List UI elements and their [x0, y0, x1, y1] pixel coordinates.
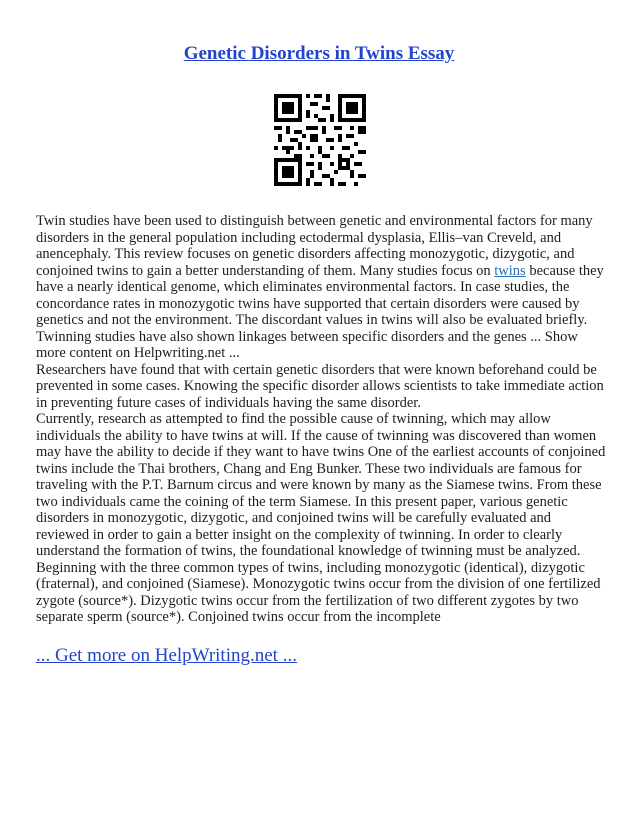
get-more-link[interactable]: ... Get more on HelpWriting.net ...	[36, 645, 297, 666]
essay-paragraph-3: Currently, research as attempted to find the possible cause of twinning, which may allow individuals the ability to have twins at will. If the cause of twinning was discovered than women may have the ability to decide if they want to have twins One of the earliest accounts of conjoined twins include the Thai brothers, Chang and Eng Bunker. These two individuals are famous for traveling with the P.T. Barnum circus and were known by many as the Siamese twins. From these two individuals came the coining of the term Siamese. In this present paper, various genetic disorders in monozygotic, dizygotic, and conjoined twins will be carefully evaluated and reviewed in order to gain a better insight on the complexity of twinning. In order to clearly understand the formation of twins, the foundational knowledge of twinning must be analyzed. Beginning with the three common types of twins, including monozygotic (identical), dizygotic (fraternal), and conjoined (Siamese). Monozygotic twins occur from the division of one fertilized zygote (source*). Dizygotic twins occur from the fertilization of two different zygotes by two separate sperm (source*). Conjoined twins occur from the incomplete	[36, 411, 606, 625]
essay-paragraph-1	[36, 213, 606, 362]
paragraph-text: Twin studies have been used to distinguish between genetic and environmental factors for many disorders in the general population including ectodermal dysplasia, Ellis–van Creveld, and anencephaly. This review focuses on genetic disorders affecting monozygotic, dizygotic, and conjoined twins to gain a better understanding of them. Many studies focus on	[36, 213, 593, 279]
paragraph-text: because they have a nearly identical genome, which eliminates environmental factors. In case studies, the concordance rates in monozygotic twins have supported that certain disorders were caused by genetics and not the environment. The discordant values in twins will also be evaluated briefly. Twinning studies have also shown linkages between specific disorders and the genes ... Show more content on Helpwriting.net ...	[36, 262, 604, 361]
essay-paragraph-2: Researchers have found that with certain genetic disorders that were known beforehand could be prevented in some cases. Knowing the specific disorder allows scientists to take immediate action in preventing future cases of individuals having the same disorder.	[36, 361, 604, 411]
twins-link[interactable]: twins	[494, 262, 526, 279]
qr-code-icon	[274, 94, 366, 186]
essay-body	[36, 213, 606, 626]
document-title[interactable]: Genetic Disorders in Twins Essay	[183, 43, 455, 64]
